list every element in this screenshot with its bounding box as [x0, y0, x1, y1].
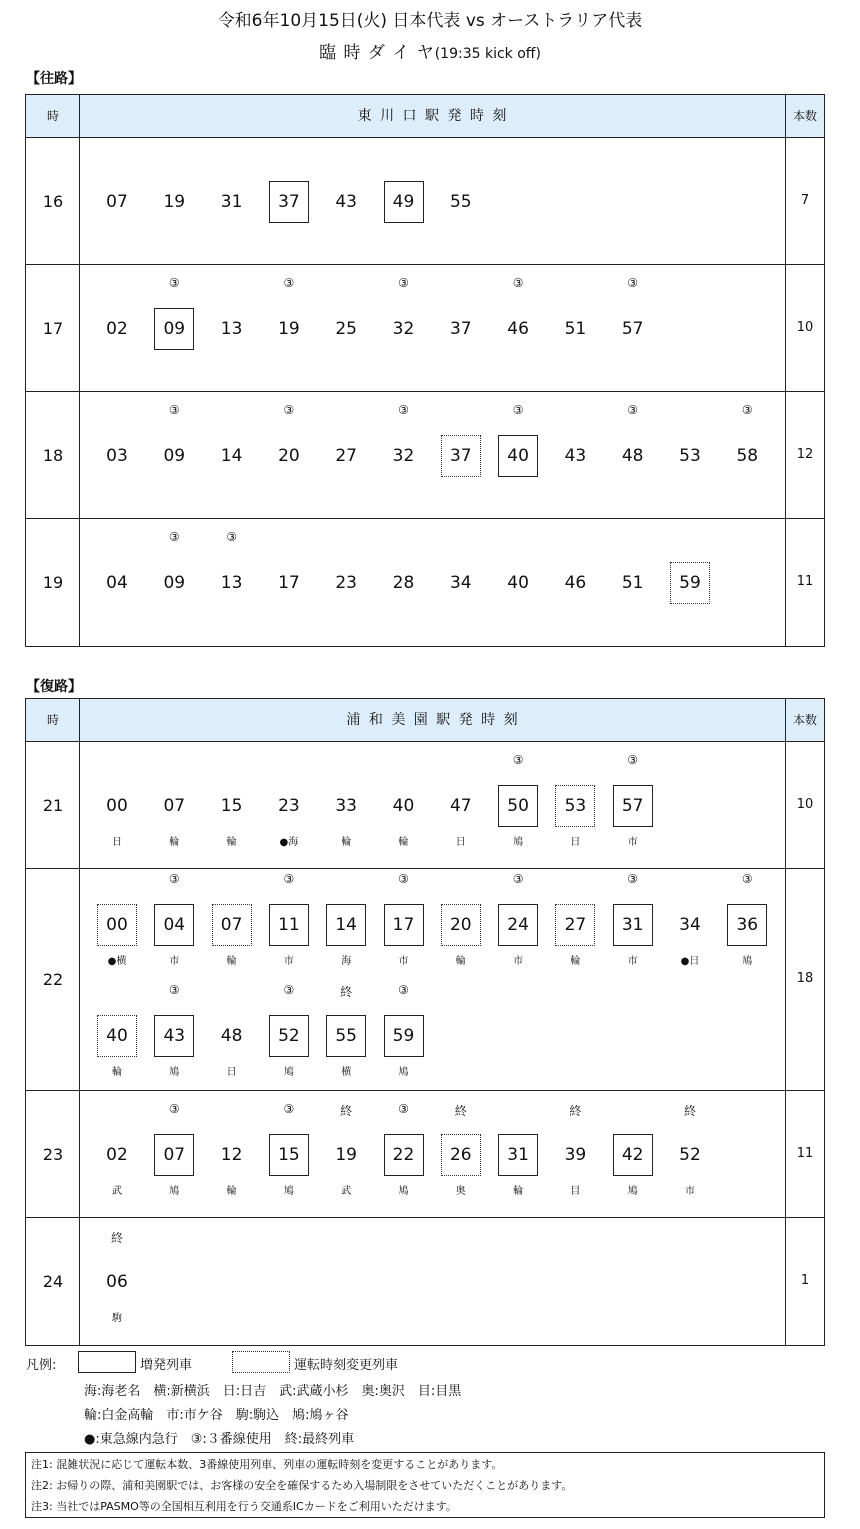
departure-minute: 02: [106, 318, 128, 339]
hour-cell: 18: [42, 445, 64, 465]
departure-mark: ③: [512, 402, 524, 417]
departure-minute: 51: [564, 318, 587, 339]
departure-entry: [326, 785, 366, 848]
destination-abbr: 市: [169, 955, 180, 967]
hour-cell: 19: [42, 572, 64, 592]
note-2: 注2: お帰りの際、浦和美園駅では、お客様の安全を確保するため入場制限をさせていただくことがあります。: [31, 1479, 573, 1492]
destination-abbr: 横: [341, 1066, 352, 1078]
departure-mark: ③: [168, 982, 180, 997]
departure-minute: 46: [564, 572, 587, 593]
destination-abbr: 鳩: [398, 1185, 409, 1197]
departure-entry: [97, 308, 137, 350]
departure-mark: ③: [168, 871, 180, 886]
hour-cell: 17: [42, 318, 64, 338]
destination-abbr: ●日: [680, 955, 700, 967]
departure-mark: ③: [168, 529, 180, 544]
departure-entry: [498, 1134, 538, 1197]
departure-minute: 13: [220, 318, 243, 339]
departure-entry: [212, 1015, 252, 1078]
departure-mark: ③: [168, 1101, 180, 1116]
destination-abbr: 鳩: [627, 1185, 638, 1197]
departure-minute: 39: [564, 1144, 587, 1165]
departure-minute: 20: [278, 445, 300, 466]
departure-minute: 17: [392, 914, 415, 935]
departure-entry: [269, 785, 309, 848]
departure-entry: [326, 435, 366, 477]
departure-entry: [498, 402, 538, 477]
departure-minute: 09: [163, 572, 186, 593]
departure-minute: 53: [564, 795, 587, 816]
departure-mark: 終: [569, 1103, 582, 1118]
departure-mark: ③: [627, 752, 639, 767]
departure-entry: [384, 275, 424, 350]
destination-abbr: 日: [455, 836, 466, 848]
destination-abbr: 市: [685, 1185, 695, 1197]
departure-minute: 32: [392, 318, 415, 339]
departure-entry: [212, 529, 252, 604]
departure-minute: 02: [106, 1144, 128, 1165]
departure-minute: 20: [449, 914, 472, 935]
departure-mark: ③: [627, 275, 639, 290]
departure-minute: 55: [449, 191, 472, 212]
destination-abbr: 輪: [455, 955, 466, 967]
destination-abbr: 輪: [226, 836, 237, 848]
departure-mark: ③: [283, 1101, 295, 1116]
departure-entry: [441, 562, 481, 604]
departure-entry: [498, 871, 538, 967]
departure-minute: 49: [392, 191, 415, 212]
legend-dashed-box: [232, 1351, 290, 1373]
departure-minute: 22: [392, 1144, 415, 1165]
departure-entry: [212, 1134, 252, 1197]
departure-entry: [555, 435, 595, 477]
destination-abbr: 鳩: [283, 1185, 294, 1197]
departure-minute: 48: [220, 1025, 243, 1046]
destination-abbr: 駒: [112, 1312, 122, 1324]
departure-entry: [154, 275, 194, 350]
legend-solid-box: [78, 1351, 136, 1373]
departure-entry: [154, 529, 194, 604]
legend-abbr-line-2: 輪:白金高輪 市:市ケ谷 駒:駒込 鳩:鳩ヶ谷: [84, 1408, 349, 1423]
departure-mark: 終: [454, 1103, 467, 1118]
departure-mark: ③: [398, 1101, 409, 1116]
count-cell: 10: [796, 319, 814, 335]
departure-minute: 57: [621, 795, 644, 816]
departure-minute: 07: [220, 914, 243, 935]
hour-row-19: [26, 519, 824, 646]
departure-minute: 57: [621, 318, 644, 339]
departure-entry: [326, 308, 366, 350]
departure-entry: [212, 308, 252, 350]
departure-mark: ③: [398, 275, 409, 290]
departure-minute: 40: [507, 445, 529, 466]
destination-abbr: 目: [570, 1185, 581, 1197]
hour-row-18: [26, 392, 824, 519]
departure-entry: [326, 181, 366, 223]
destination-abbr: 奥: [455, 1185, 466, 1197]
destination-abbr: 市: [513, 955, 524, 967]
departure-mark: ③: [168, 275, 180, 290]
departure-minute: 28: [392, 572, 415, 593]
departure-entry: [498, 275, 538, 350]
departure-entry: [441, 435, 481, 477]
departure-minute: 42: [621, 1144, 644, 1165]
count-cell: 7: [800, 192, 810, 208]
departure-minute: 12: [220, 1144, 243, 1165]
destination-abbr: 市: [398, 955, 409, 967]
departure-entry: [441, 181, 481, 223]
departure-minute: 19: [335, 1144, 357, 1165]
departure-mark: ③: [283, 402, 295, 417]
departure-minute: 15: [278, 1144, 300, 1165]
notes-box: [25, 1452, 825, 1518]
departure-minute: 26: [449, 1144, 472, 1165]
departure-minute: 51: [621, 572, 644, 593]
departure-entry: [384, 562, 424, 604]
legend-abbr-line-3: ●:東急線内急行 ③:３番線使用 終:最終列車: [84, 1432, 355, 1447]
departure-entry: [498, 562, 538, 604]
count-cell: 12: [796, 446, 814, 462]
departure-entry: [384, 402, 424, 477]
departure-minute: 36: [736, 914, 759, 935]
departure-entry: [154, 982, 194, 1078]
departure-minute: 14: [220, 445, 243, 466]
departure-minute: 11: [278, 914, 300, 935]
departure-entry: [97, 785, 137, 848]
destination-abbr: 日: [570, 836, 581, 848]
hour-cell: 24: [42, 1271, 64, 1291]
destination-abbr: ●横: [107, 955, 127, 967]
departure-entry: [326, 562, 366, 604]
legend-label: 凡例:: [26, 1358, 57, 1373]
departure-minute: 43: [564, 445, 587, 466]
departure-minute: 27: [335, 445, 357, 466]
departure-entry: [384, 785, 424, 848]
kickoff-time: (19:35 kick off): [434, 46, 541, 62]
departure-entry: [269, 181, 309, 223]
hour-row-23: [26, 1091, 824, 1218]
header-station: 浦 和 美 園 駅 発 時 刻: [346, 712, 520, 728]
subtitle-text: 臨 時 ダ イ ヤ: [319, 43, 435, 63]
destination-abbr: 輪: [226, 1185, 237, 1197]
departure-minute: 00: [106, 795, 128, 816]
departure-minute: 25: [335, 318, 357, 339]
destination-abbr: 日: [226, 1066, 237, 1078]
header-hour: 時: [46, 109, 59, 123]
departure-entry: [555, 904, 595, 967]
departure-entry: [384, 181, 424, 223]
departure-entry: [326, 1103, 366, 1197]
destination-abbr: 市: [283, 955, 294, 967]
departure-mark: ③: [741, 871, 753, 886]
departure-entry: [441, 785, 481, 848]
departure-entry: [727, 402, 767, 477]
hour-cell: 16: [42, 191, 64, 211]
departure-entry: [670, 904, 710, 967]
destination-abbr: 海: [341, 955, 352, 967]
departure-entry: [498, 752, 538, 848]
departure-entry: [97, 904, 137, 967]
departure-minute: 19: [278, 318, 300, 339]
departure-minute: 15: [220, 795, 243, 816]
departure-minute: 52: [278, 1025, 300, 1046]
departure-minute: 53: [679, 445, 701, 466]
hour-row-24: [26, 1218, 824, 1345]
outbound-timetable: [25, 94, 825, 647]
destination-abbr: 輪: [226, 955, 237, 967]
departure-entry: [326, 904, 366, 967]
destination-abbr: 日: [112, 836, 122, 848]
departure-mark: ③: [226, 529, 237, 544]
departure-minute: 43: [335, 191, 357, 212]
departure-minute: 58: [736, 445, 759, 466]
destination-abbr: 輪: [112, 1066, 122, 1078]
departure-entry: [154, 871, 194, 967]
departure-entry: [212, 904, 252, 967]
departure-minute: 40: [106, 1025, 128, 1046]
departure-minute: 14: [335, 914, 357, 935]
legend-dashed-text: 運転時刻変更列車: [294, 1358, 399, 1373]
departure-mark: ③: [283, 275, 295, 290]
destination-abbr: 武: [112, 1185, 122, 1197]
departure-mark: ③: [512, 752, 524, 767]
departure-minute: 31: [621, 914, 644, 935]
departure-minute: 07: [163, 795, 186, 816]
page-title: 令和6年10月15日(火) 日本代表 vs オーストラリア代表: [217, 11, 643, 31]
departure-minute: 50: [507, 795, 529, 816]
departure-minute: 34: [449, 572, 472, 593]
departure-mark: ③: [627, 871, 639, 886]
departure-minute: 37: [278, 191, 300, 212]
destination-abbr: 鳩: [169, 1185, 180, 1197]
departure-entry: [441, 1103, 481, 1197]
destination-abbr: 鳩: [742, 955, 753, 967]
hour-cell: 22: [42, 970, 64, 989]
departure-entry: [154, 181, 194, 223]
departure-minute: 52: [679, 1144, 701, 1165]
departure-entry: [555, 562, 595, 604]
return-header: [26, 699, 824, 742]
departure-entry: [555, 785, 595, 848]
departure-entry: [670, 1103, 710, 1197]
destination-abbr: 輪: [341, 836, 352, 848]
page-subtitle: [0, 38, 860, 63]
return-timetable: [25, 698, 825, 1346]
count-cell: 1: [800, 1272, 810, 1288]
count-cell: 11: [796, 1145, 814, 1161]
departure-mark: ③: [398, 402, 409, 417]
departure-mark: ③: [283, 982, 295, 997]
legend-abbr-line-1: 海:海老名 横:新横浜 日:日吉 武:武蔵小杉 奥:奥沢 目:目黒: [84, 1384, 462, 1399]
header-station: 東 川 口 駅 発 時 刻: [357, 108, 509, 124]
header-hour: 時: [46, 713, 59, 727]
departure-entry: [384, 982, 424, 1078]
departure-minute: 19: [163, 191, 186, 212]
header-count: 本数: [792, 109, 817, 123]
departure-entry: [670, 435, 710, 477]
note-1: 注1: 混雑状況に応じて運転本数、3番線使用列車、列車の運転時刻を変更することがあります。: [31, 1458, 503, 1471]
destination-abbr: 鳩: [283, 1066, 294, 1078]
departure-mark: 終: [683, 1103, 696, 1118]
hour-row-21: [26, 742, 824, 869]
departure-mark: ③: [283, 871, 295, 886]
departure-minute: 06: [106, 1271, 128, 1292]
departure-entry: [212, 785, 252, 848]
hour-row-17: [26, 265, 824, 392]
departure-minute: 40: [392, 795, 415, 816]
hour-row-22: [26, 869, 824, 1091]
departure-minute: 07: [163, 1144, 186, 1165]
departure-minute: 07: [106, 191, 128, 212]
destination-abbr: 輪: [169, 836, 180, 848]
destination-abbr: 鳩: [513, 836, 524, 848]
departure-minute: 55: [335, 1025, 357, 1046]
destination-abbr: 市: [627, 836, 638, 848]
count-cell: 10: [796, 796, 814, 812]
hour-cell: 21: [42, 795, 64, 815]
departure-entry: [727, 871, 767, 967]
departure-mark: ③: [512, 871, 524, 886]
departure-entry: [613, 562, 653, 604]
departure-minute: 37: [449, 445, 472, 466]
departure-minute: 17: [278, 572, 300, 593]
departure-minute: 03: [106, 445, 128, 466]
departure-minute: 27: [564, 914, 587, 935]
departure-entry: [154, 402, 194, 477]
departure-entry: [154, 1101, 194, 1197]
departure-minute: 59: [679, 572, 701, 593]
departure-minute: 00: [106, 914, 128, 935]
destination-abbr: 輪: [513, 1185, 524, 1197]
departure-minute: 34: [679, 914, 701, 935]
departure-minute: 46: [507, 318, 529, 339]
departure-entry: [97, 181, 137, 223]
departure-mark: ③: [627, 402, 639, 417]
departure-minute: 47: [449, 795, 472, 816]
hour-cell: 23: [42, 1144, 64, 1164]
departure-entry: [212, 181, 252, 223]
departure-minute: 31: [220, 191, 243, 212]
count-cell: 11: [796, 573, 814, 589]
departure-mark: ③: [741, 402, 753, 417]
departure-entry: [555, 308, 595, 350]
note-3: 注3: 当社ではPASMO等の全国相互利用を行う交通系ICカードをご利用いただけます。: [31, 1500, 457, 1513]
departure-minute: 43: [163, 1025, 186, 1046]
destination-abbr: 鳩: [398, 1066, 409, 1078]
departure-minute: 33: [335, 795, 357, 816]
departure-entry: [613, 1134, 653, 1197]
departure-entry: [269, 562, 309, 604]
departure-entry: [97, 1134, 137, 1197]
departure-mark: ③: [398, 871, 409, 886]
departure-entry: [441, 904, 481, 967]
departure-minute: 31: [507, 1144, 529, 1165]
departure-entry: [269, 1101, 309, 1197]
departure-minute: 04: [106, 572, 128, 593]
departure-entry: [384, 871, 424, 967]
departure-entry: [613, 275, 653, 350]
destination-abbr: ●海: [279, 836, 299, 848]
departure-minute: 59: [392, 1025, 415, 1046]
departure-minute: 23: [335, 572, 357, 593]
destination-abbr: 武: [341, 1185, 352, 1197]
departure-minute: 24: [507, 914, 529, 935]
departure-entry: [212, 435, 252, 477]
departure-minute: 13: [220, 572, 243, 593]
destination-abbr: 市: [627, 955, 638, 967]
departure-minute: 32: [392, 445, 415, 466]
departure-mark: ③: [398, 982, 409, 997]
destination-abbr: 輪: [570, 955, 581, 967]
header-count: 本数: [792, 713, 817, 727]
departure-entry: [269, 275, 309, 350]
outbound-label: 【往路】: [26, 71, 82, 87]
hour-row-16: [26, 138, 824, 265]
destination-abbr: 輪: [398, 836, 409, 848]
departure-minute: 09: [163, 445, 186, 466]
return-label: 【復路】: [26, 679, 82, 695]
departure-minute: 23: [278, 795, 300, 816]
departure-entry: [154, 785, 194, 848]
departure-entry: [613, 402, 653, 477]
departure-entry: [441, 308, 481, 350]
departure-entry: [97, 562, 137, 604]
departure-minute: 37: [449, 318, 472, 339]
count-cell: 18: [796, 971, 814, 986]
departure-mark: 終: [340, 984, 353, 999]
departure-minute: 04: [163, 914, 186, 935]
departure-mark: ③: [168, 402, 180, 417]
departure-entry: [269, 402, 309, 477]
departure-entry: [97, 1015, 137, 1078]
outbound-header: [26, 95, 824, 138]
departure-minute: 48: [621, 445, 644, 466]
departure-entry: [326, 984, 366, 1078]
departure-entry: [97, 435, 137, 477]
departure-minute: 09: [163, 318, 186, 339]
departure-entry: [555, 1103, 595, 1197]
destination-abbr: 鳩: [169, 1066, 180, 1078]
departure-mark: ③: [512, 275, 524, 290]
departure-mark: 終: [340, 1103, 353, 1118]
departure-entry: [613, 871, 653, 967]
departure-entry: [384, 1101, 424, 1197]
legend-solid-text: 増発列車: [140, 1358, 193, 1373]
departure-minute: 40: [507, 572, 529, 593]
departure-entry: [613, 752, 653, 848]
departure-entry: [97, 1230, 137, 1324]
departure-entry: [269, 871, 309, 967]
departure-entry: [670, 562, 710, 604]
departure-mark: 終: [110, 1230, 123, 1245]
departure-entry: [269, 982, 309, 1078]
